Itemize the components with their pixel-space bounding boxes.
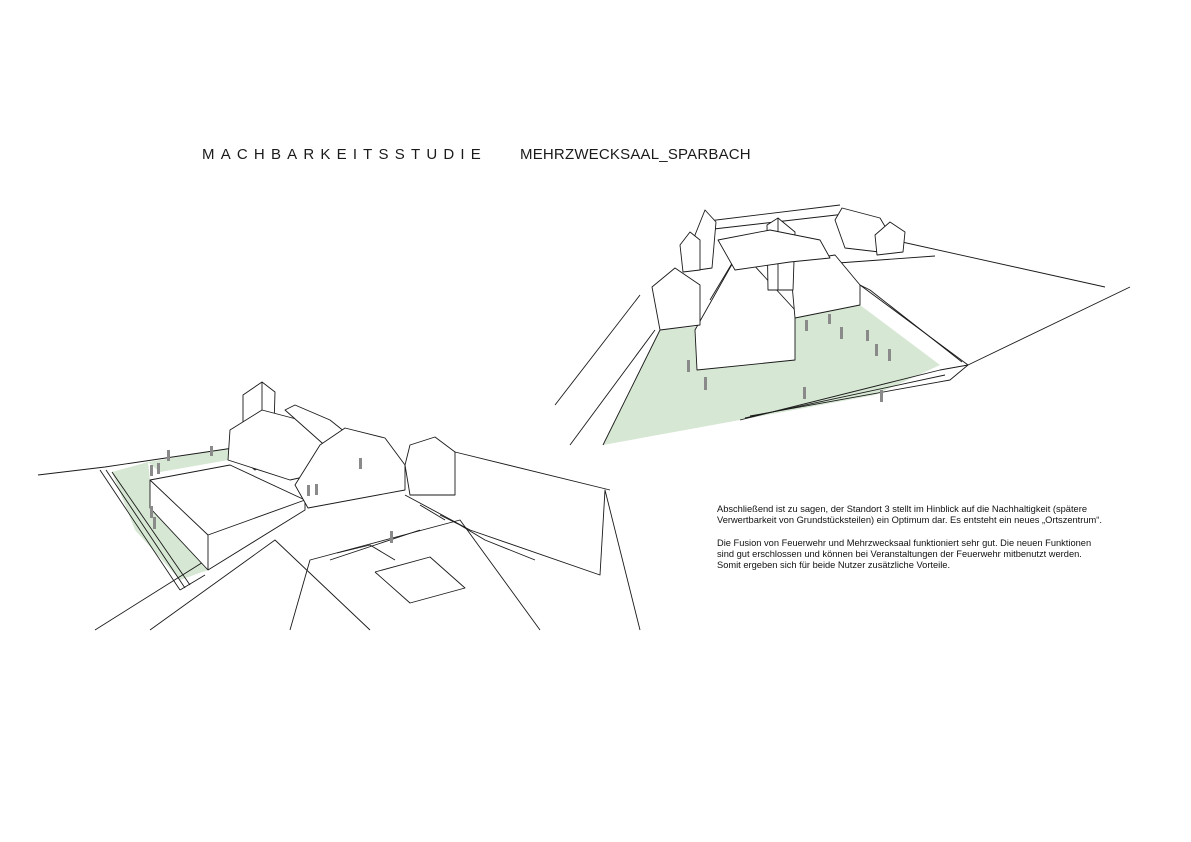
description-paragraph: Abschließend ist zu sagen, der Standort 3 stellt im Hinblick auf die Nachhaltigkeit (spätere Verwertbarkeit von Grundstücksteilen) ein Optimum dar. Es entsteht ein neues „Ortszentrum“. [717, 504, 1102, 526]
title-machbarkeitsstudie: MACHBARKEITSSTUDIE [202, 146, 487, 163]
description-text [717, 504, 1102, 582]
site-line [420, 505, 445, 520]
site-line [455, 452, 610, 490]
site-line [330, 530, 420, 560]
site-line [375, 557, 465, 603]
site-line [290, 520, 540, 630]
site-line [440, 515, 535, 560]
site-line [405, 490, 640, 630]
title-mehrzwecksaal-sparbach: MEHRZWECKSAAL_SPARBACH [520, 146, 751, 163]
building-right-lower [405, 437, 455, 495]
description-paragraph: Die Fusion von Feuerwehr und Mehrzwecksaal funktioniert sehr gut. Die neuen Funktionen sind gut erschlossen und können bei Veranstaltungen der Feuerwehr mitbenutzt werden. Somit ergeben sich für beide Nutzer zusätzliche Vorteile. [717, 537, 1092, 571]
site-line [337, 545, 395, 560]
